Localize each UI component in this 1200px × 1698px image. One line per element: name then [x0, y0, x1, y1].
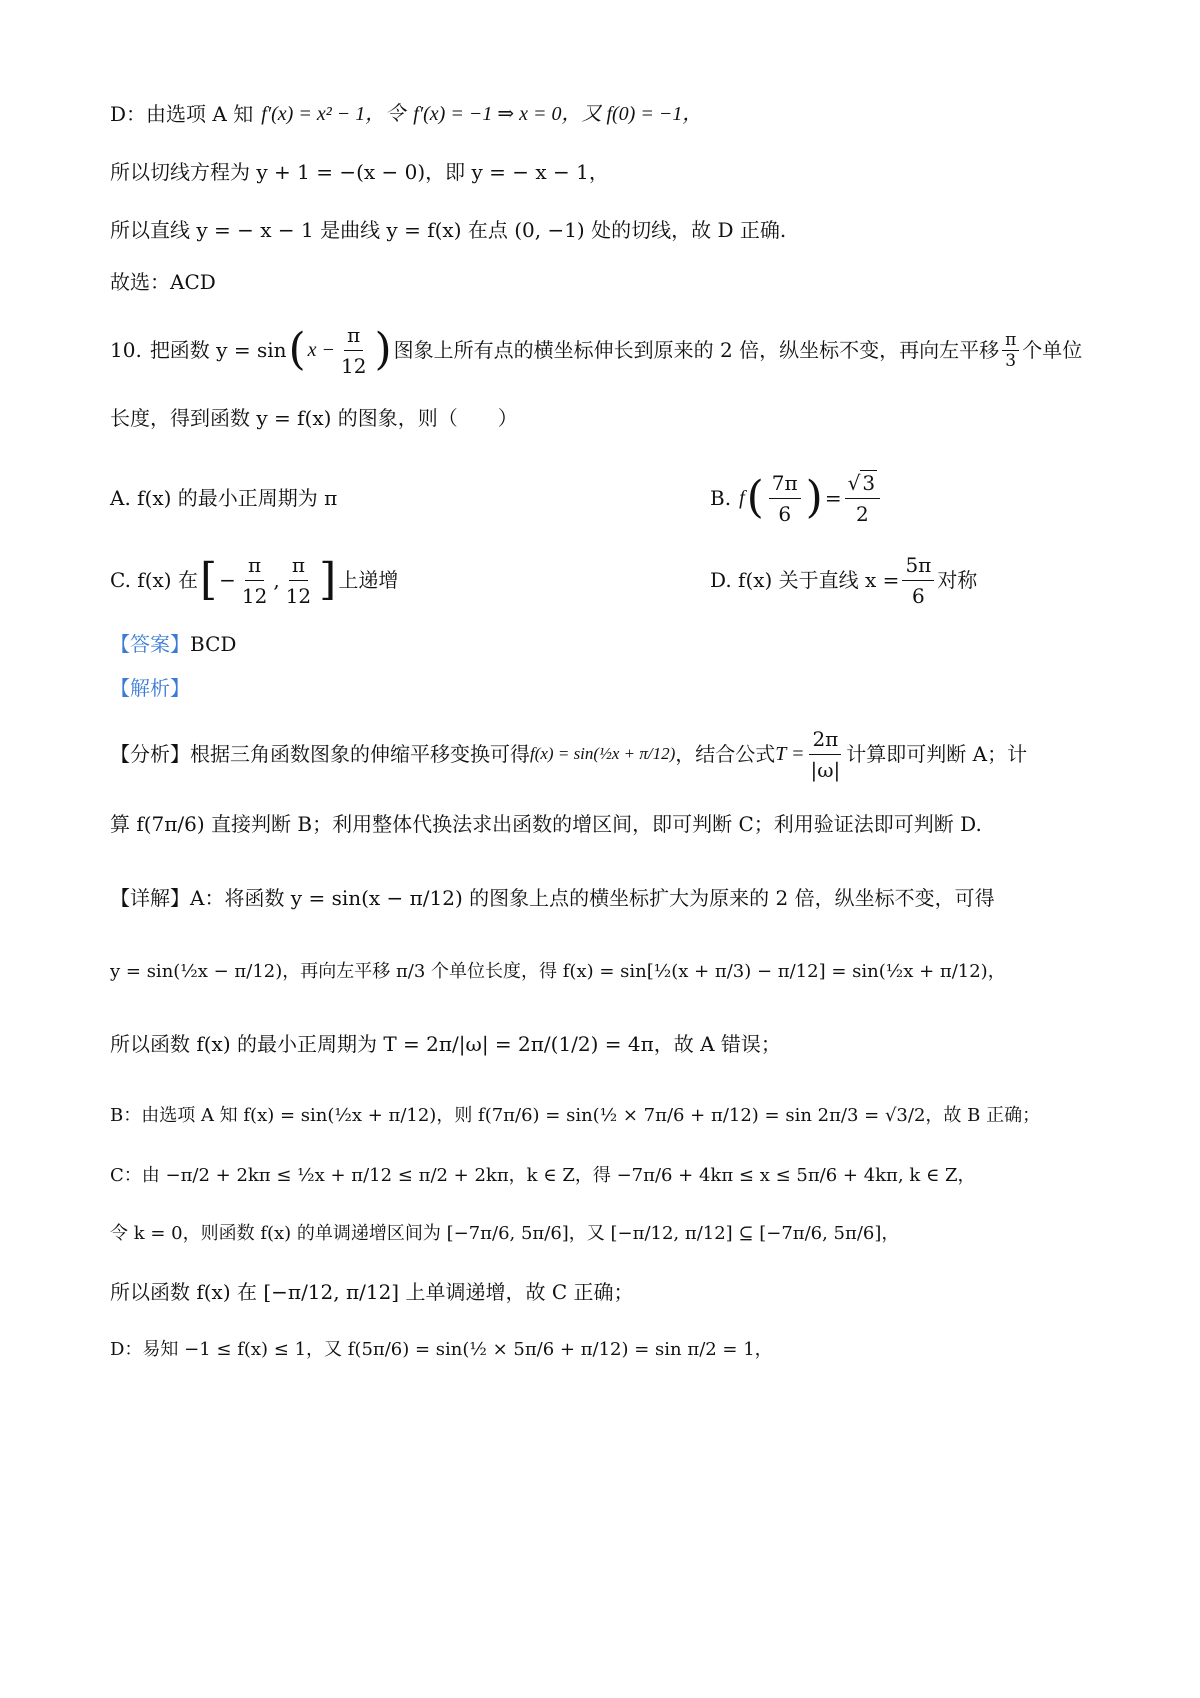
analysis-label: 【解析】 — [110, 676, 190, 700]
text: 所以函数 f(x) 在 [−π/12, π/12] 上单调递增，故 C 正确； — [110, 1280, 634, 1304]
option-c[interactable]: C. f(x) 在 [ − $\frac{\pi}{12}$ , $\frac{\pi}{12}$ ] 上递增 — [110, 550, 398, 611]
option-c-label: C. f(x) 在 — [110, 568, 198, 592]
stem-part-d: 长度，得到函数 y = f(x) 的图象，则（ ） — [110, 406, 518, 430]
option-d-tail: 对称 — [937, 568, 978, 592]
stem-part-a: 把函数 y = sin — [149, 338, 287, 362]
text: 【详解】A：将函数 y = sin(x − π/12) 的图象上点的横坐标扩大为原来的 2 倍，纵坐标不变，可得 — [110, 886, 995, 910]
analysis-line-2 — [110, 810, 1110, 838]
solution-line-d1 — [110, 100, 1110, 128]
option-b[interactable]: B. f ( $\frac{7\pi}{6}$ ) = $\frac{√ 3}{2}$ — [710, 468, 883, 529]
stem-part-c: 个单位 — [1022, 338, 1083, 362]
fraction-pi-over-3: $\frac{\pi}{3}$ — [1002, 330, 1019, 371]
question-stem: 10. 把函数 y = sin ( x − $\frac{\pi}{12}$ ) 图象上所有点的横坐标伸长到原来的 2 倍，纵坐标不变，再向左平移 $\frac{\pi}{3}$ 个单位 — [110, 322, 1110, 378]
text: B：由选项 A 知 f(x) = sin(½x + π/12)，则 f(7π/6) = sin(½ × 7π/6 + π/12) = sin 2π/3 = √3/2，故 B 正确； — [110, 1105, 1041, 1126]
math-derivative: f′(x) = x² − 1，令 — [261, 103, 406, 125]
detail-line-4 — [110, 1102, 1110, 1130]
options-row-ab — [110, 470, 1110, 526]
analysis-line-1: 【分析】根据三角函数图象的伸缩平移变换可得 f(x) = sin(½x + π/12) ，结合公式 T = $\frac{2\pi}{|\omega|}$ 计算即可判断 A；计 — [110, 728, 1110, 780]
text: 计算即可判断 A；计 — [846, 742, 1028, 766]
text: D：易知 −1 ≤ f(x) ≤ 1，又 f(5π/6) = sin(½ × 5π/6 + π/12) = sin π/2 = 1， — [110, 1339, 773, 1360]
text: D：由选项 A 知 — [110, 102, 254, 126]
stem-part-b: 图象上所有点的横坐标伸长到原来的 2 倍，纵坐标不变，再向左平移 — [393, 338, 1000, 362]
option-c-tail: 上递增 — [338, 568, 399, 592]
formula: f(x) = sin(½x + π/12) — [530, 744, 676, 763]
solution-line-choice — [110, 268, 1110, 296]
solution-line-d3 — [110, 216, 1110, 244]
fraction-pi-over-12: $\frac{\pi}{12}$ — [338, 320, 369, 381]
text: 所以切线方程为 y + 1 = −(x − 0)，即 y = − x − 1， — [110, 160, 609, 184]
detail-line-1 — [110, 884, 1110, 912]
text: y = sin(½x − π/12)，再向左平移 π/3 个单位长度，得 f(x) = sin[½(x + π/3) − π/12] = sin(½x + π/12)， — [110, 961, 1006, 982]
question-stem-cont — [110, 404, 1110, 432]
solution-line-d2 — [110, 158, 1110, 186]
text: 算 f(7π/6) 直接判断 B；利用整体代换法求出函数的增区间，即可判断 C；利用验证法即可判断 D. — [110, 812, 982, 836]
option-d-label: D. f(x) 关于直线 x = — [710, 568, 900, 592]
text: C：由 −π/2 + 2kπ ≤ ½x + π/12 ≤ π/2 + 2kπ，k ∈ Z，得 −7π/6 + 4kπ ≤ x ≤ 5π/6 + 4kπ, k ∈ Z， — [110, 1165, 976, 1186]
analysis-heading — [110, 674, 1110, 702]
math-condition: f′(x) = −1 ⇒ x = 0，又 f(0) = −1， — [413, 103, 703, 125]
option-d[interactable]: D. f(x) 关于直线 x = $\frac{5\pi}{6}$ 对称 — [710, 550, 977, 611]
text: 故选：ACD — [110, 270, 216, 294]
detail-line-7 — [110, 1278, 1110, 1306]
detail-line-6 — [110, 1220, 1110, 1248]
text: 【分析】根据三角函数图象的伸缩平移变换可得 — [110, 742, 530, 766]
text: 令 k = 0，则函数 f(x) 的单调递增区间为 [−7π/6, 5π/6]，又 [−π/12, π/12] ⊆ [−7π/6, 5π/6]， — [110, 1223, 900, 1244]
option-a[interactable]: A. f(x) 的最小正周期为 π — [110, 486, 338, 510]
options-row-cd — [110, 552, 1110, 608]
detail-line-8 — [110, 1336, 1110, 1364]
detail-line-3 — [110, 1030, 1110, 1058]
text: 所以函数 f(x) 的最小正周期为 T = 2π/|ω| = 2π/(1/2) = 4π，故 A 错误； — [110, 1032, 781, 1056]
text: ，结合公式 — [675, 742, 776, 766]
detail-line-2 — [110, 958, 1110, 986]
question-number: 10. — [110, 338, 142, 362]
answer-value: BCD — [190, 632, 237, 656]
detail-line-5 — [110, 1162, 1110, 1190]
answer-label: 【答案】 — [110, 632, 190, 656]
answer-line — [110, 630, 1110, 658]
option-b-label: B. — [710, 486, 732, 510]
text: 所以直线 y = − x − 1 是曲线 y = f(x) 在点 (0, −1) 处的切线，故 D 正确. — [110, 218, 787, 242]
